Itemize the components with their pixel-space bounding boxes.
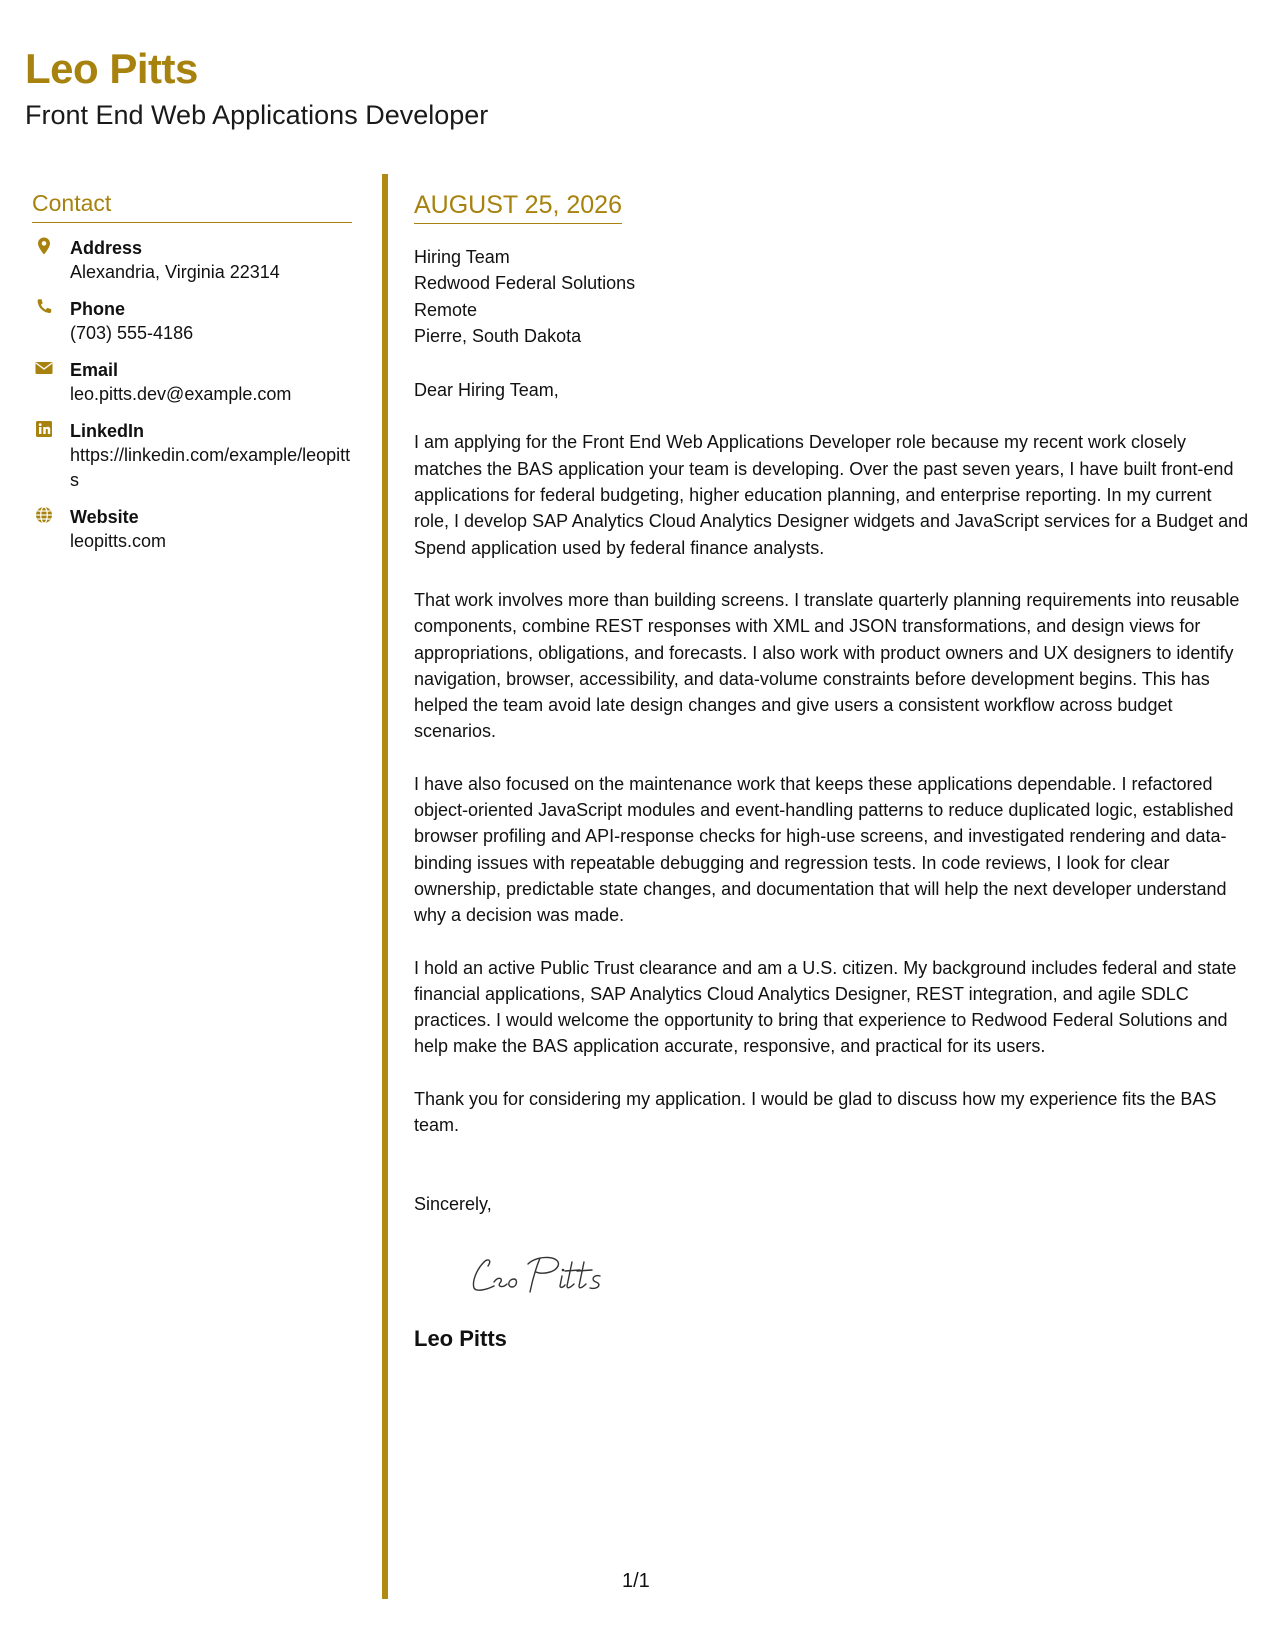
website-value[interactable]: leopitts.com (70, 531, 167, 551)
address-value: Alexandria, Virginia 22314 (70, 262, 280, 282)
contact-item-linkedin (32, 419, 352, 493)
paragraph: I am applying for the Front End Web Applications Developer role because my recent work closely matches the BAS application your team is developing. Over the past seven years, I have built front-end applications for federal budgeting, higher education planning, and enterprise reporting. In my current role, I develop SAP Analytics Cloud Analytics Designer widgets and JavaScript services for a Budget and Spend application used by federal finance analysts. (414, 432, 1249, 558)
contact-item-phone (32, 297, 352, 346)
paragraph: Thank you for considering my application. I would be glad to discuss how my experience fits the BAS team. (414, 1088, 1217, 1136)
candidate-title: Front End Web Applications Developer (25, 100, 489, 130)
linkedin-icon (34, 419, 54, 439)
contact-item-website (32, 505, 352, 554)
paragraph: I have also focused on the maintenance work that keeps these applications dependable. I refactored object-oriented JavaScript modules and event-handling patterns to reduce duplicated logic, established browser profiling and API-response checks for high-use screens, and investigated rendering and data-binding issues with repeatable debugging and regression tests. In code reviews, I look for clear ownership, predictable state changes, and documentation that will help the next developer understand why a decision was made. (414, 773, 1234, 926)
phone-icon (34, 297, 54, 317)
recipient-line: Hiring Team (414, 247, 510, 267)
salutation: Dear Hiring Team, (414, 380, 559, 401)
contact-label: LinkedIn (70, 421, 145, 441)
phone-value: (703) 555-4186 (70, 323, 194, 343)
letter-body (414, 190, 1250, 1352)
signature (466, 1252, 1250, 1300)
contact-item-email (32, 358, 352, 407)
recipient-line: Remote (414, 299, 478, 320)
header (25, 45, 489, 131)
globe-icon (34, 505, 54, 525)
paragraph: I hold an active Public Trust clearance and am a U.S. citizen. My background includes federal and state financial applications, SAP Analytics Cloud Analytics Designer, REST integration, and agile SDLC practices. I would welcome the opportunity to bring that experience to Redwood Federal Solutions and help make the BAS application accurate, responsive, and practical for its users. (414, 957, 1237, 1057)
contact-label[interactable]: Email (70, 360, 119, 380)
contact-list (32, 236, 352, 554)
contact-label: Phone (70, 299, 126, 319)
contact-label: Address (70, 238, 143, 258)
contact-heading: Contact (32, 190, 352, 223)
recipient-line: Redwood Federal Solutions (414, 273, 636, 294)
contact-item-address (32, 236, 352, 285)
recipient-block (414, 244, 1250, 349)
contact-sidebar (32, 190, 352, 566)
vertical-divider (382, 174, 388, 1599)
envelope-icon (34, 358, 54, 378)
paragraph: That work involves more than building screens. I translate quarterly planning requirements into reusable components, combine REST responses with XML and JSON transformations, and design views for appropriations, obligations, and forecasts. I also work with product owners and UX designers to identify navigation, browser, accessibility, and data-volume constraints before development begins. This has helped the team avoid late design changes and give users a consistent workflow across budget scenarios. (414, 589, 1240, 742)
linkedin-value[interactable]: https://linkedin.com/example/leopitts (70, 445, 351, 490)
closing: Sincerely, (414, 1194, 492, 1215)
candidate-name: Leo Pitts (25, 45, 198, 92)
recipient-line: Pierre, South Dakota (414, 325, 582, 346)
signed-name: Leo Pitts (414, 1325, 507, 1351)
contact-label: Website (70, 507, 139, 527)
letter-date: AUGUST 25, 2026 (414, 190, 622, 224)
page-number: 1/1 (622, 1570, 650, 1592)
map-pin-icon (34, 236, 54, 256)
email-value[interactable]: leo.pitts.dev@example.com (70, 384, 292, 404)
